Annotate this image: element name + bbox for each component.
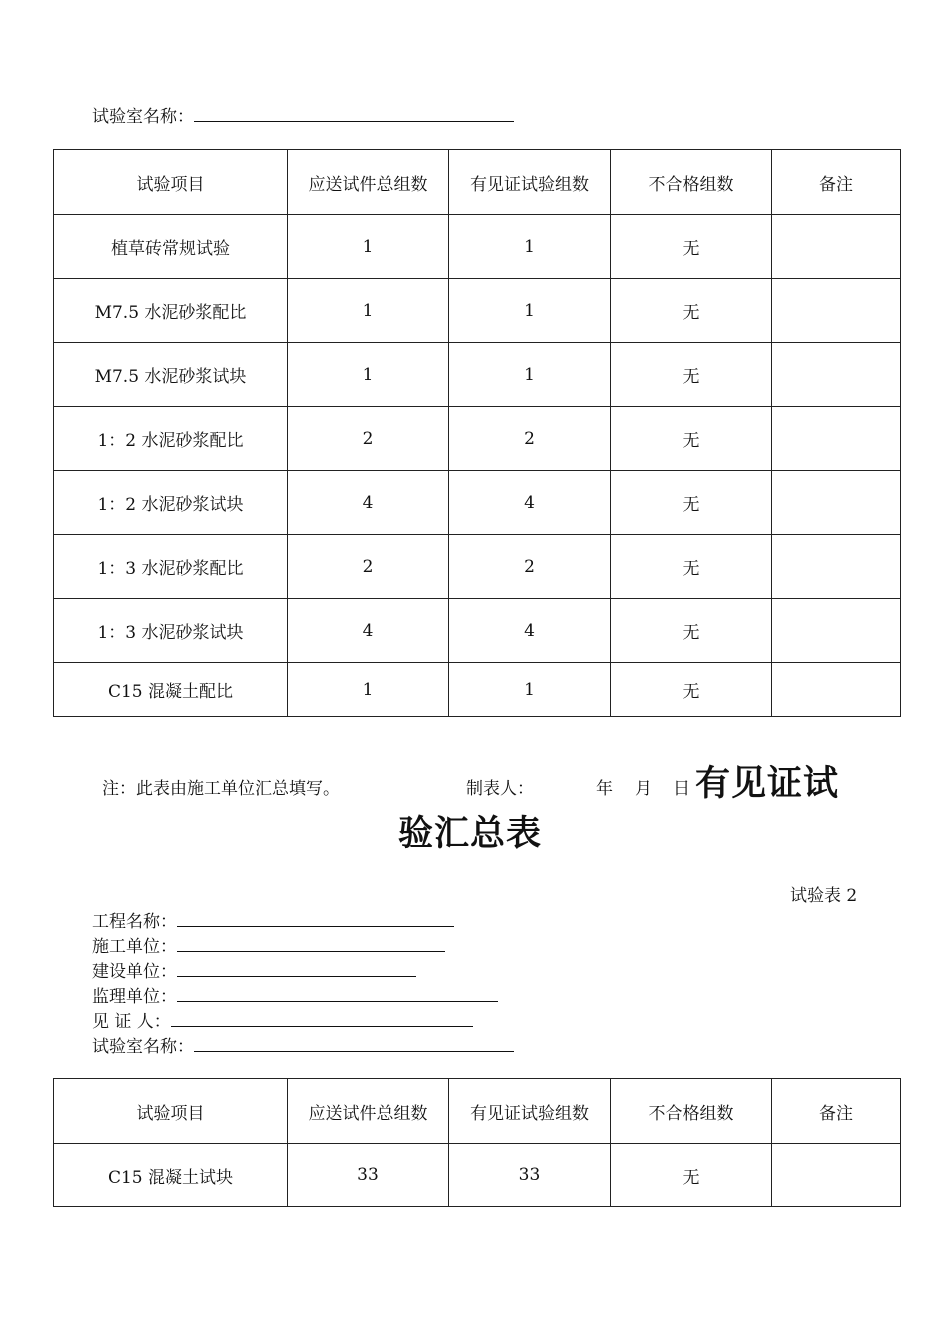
remark-cell bbox=[772, 535, 901, 599]
fail-count-cell: 无 bbox=[611, 1144, 772, 1207]
header-cell: 有见证试验组数 bbox=[449, 1079, 611, 1144]
project-name-blank[interactable] bbox=[177, 908, 454, 927]
construction-unit-label: 施工单位： bbox=[92, 937, 177, 957]
lab-name-label: 试验室名称： bbox=[92, 107, 194, 127]
table-header-row bbox=[54, 150, 901, 215]
header-cell: 不合格组数 bbox=[611, 1079, 772, 1144]
project-name-field bbox=[92, 907, 454, 932]
lab-name-label-2: 试验室名称： bbox=[92, 1037, 194, 1057]
lab-name-field-2 bbox=[92, 1032, 514, 1057]
remark-cell bbox=[772, 599, 901, 663]
header-cell: 备注 bbox=[772, 150, 901, 215]
item-cell: 1：2 水泥砂浆配比 bbox=[54, 407, 288, 471]
remark-cell bbox=[772, 343, 901, 407]
header-cell: 不合格组数 bbox=[611, 150, 772, 215]
sent-count-cell: 2 bbox=[288, 407, 449, 471]
table-row bbox=[54, 279, 901, 343]
item-cell: 1：3 水泥砂浆配比 bbox=[54, 535, 288, 599]
sent-count-cell: 1 bbox=[288, 215, 449, 279]
page-title-part1: 有见证试 bbox=[695, 764, 840, 804]
witness-field bbox=[92, 1007, 473, 1032]
sent-count-cell: 1 bbox=[288, 663, 449, 717]
item-cell: M7.5 水泥砂浆试块 bbox=[54, 343, 288, 407]
construction-unit-blank[interactable] bbox=[177, 933, 445, 952]
fail-count-cell: 无 bbox=[611, 407, 772, 471]
fail-count-cell: 无 bbox=[611, 535, 772, 599]
header-cell: 试验项目 bbox=[54, 1079, 288, 1144]
header-cell: 应送试件总组数 bbox=[288, 150, 449, 215]
header-cell: 应送试件总组数 bbox=[288, 1079, 449, 1144]
project-name-label: 工程名称： bbox=[92, 912, 177, 932]
remark-cell bbox=[772, 279, 901, 343]
form-number: 试验表 2 bbox=[790, 886, 858, 906]
header-cell: 有见证试验组数 bbox=[449, 150, 611, 215]
sent-count-cell: 4 bbox=[288, 471, 449, 535]
date-month-label: 月 bbox=[635, 779, 652, 799]
supervisor-unit-blank[interactable] bbox=[177, 983, 498, 1002]
fail-count-cell: 无 bbox=[611, 663, 772, 717]
table-row bbox=[54, 471, 901, 535]
witness-count-cell: 2 bbox=[449, 407, 611, 471]
witness-count-cell: 4 bbox=[449, 599, 611, 663]
summary-table-2 bbox=[53, 1078, 901, 1207]
date-day-label: 日 bbox=[673, 779, 690, 799]
witness-count-cell: 1 bbox=[449, 343, 611, 407]
witness-count-cell: 2 bbox=[449, 535, 611, 599]
header-cell: 试验项目 bbox=[54, 150, 288, 215]
date-year-label: 年 bbox=[596, 779, 613, 799]
table-row bbox=[54, 343, 901, 407]
sent-count-cell: 2 bbox=[288, 535, 449, 599]
remark-cell bbox=[772, 471, 901, 535]
sent-count-cell: 1 bbox=[288, 279, 449, 343]
sent-count-cell: 1 bbox=[288, 343, 449, 407]
supervisor-unit-field bbox=[92, 982, 498, 1007]
witness-blank[interactable] bbox=[171, 1008, 473, 1027]
header-cell: 备注 bbox=[772, 1079, 901, 1144]
fail-count-cell: 无 bbox=[611, 215, 772, 279]
table-row bbox=[54, 599, 901, 663]
item-cell: M7.5 水泥砂浆配比 bbox=[54, 279, 288, 343]
table-maker-label: 制表人： bbox=[466, 779, 534, 799]
item-cell: 1：2 水泥砂浆试块 bbox=[54, 471, 288, 535]
fail-count-cell: 无 bbox=[611, 279, 772, 343]
witness-label: 见 证 人： bbox=[92, 1012, 171, 1032]
sent-count-cell: 33 bbox=[288, 1144, 449, 1207]
lab-name-field bbox=[92, 102, 514, 127]
fail-count-cell: 无 bbox=[611, 343, 772, 407]
table-row bbox=[54, 215, 901, 279]
witness-count-cell: 1 bbox=[449, 279, 611, 343]
item-cell: C15 混凝土试块 bbox=[54, 1144, 288, 1207]
witness-count-cell: 1 bbox=[449, 215, 611, 279]
footer-note: 注：此表由施工单位汇总填写。 bbox=[102, 779, 340, 799]
table-row bbox=[54, 407, 901, 471]
page-title-part2: 验汇总表 bbox=[398, 814, 543, 854]
builder-unit-blank[interactable] bbox=[177, 958, 416, 977]
item-cell: C15 混凝土配比 bbox=[54, 663, 288, 717]
lab-name-blank[interactable] bbox=[194, 103, 514, 122]
remark-cell bbox=[772, 407, 901, 471]
summary-table-1 bbox=[53, 149, 901, 717]
fail-count-cell: 无 bbox=[611, 599, 772, 663]
sent-count-cell: 4 bbox=[288, 599, 449, 663]
table-row bbox=[54, 1144, 901, 1207]
builder-unit-field bbox=[92, 957, 416, 982]
table-header-row bbox=[54, 1079, 901, 1144]
witness-count-cell: 4 bbox=[449, 471, 611, 535]
supervisor-unit-label: 监理单位： bbox=[92, 987, 177, 1007]
remark-cell bbox=[772, 215, 901, 279]
witness-count-cell: 1 bbox=[449, 663, 611, 717]
lab-name-blank-2[interactable] bbox=[194, 1033, 514, 1052]
witness-count-cell: 33 bbox=[449, 1144, 611, 1207]
item-cell: 植草砖常规试验 bbox=[54, 215, 288, 279]
table-row bbox=[54, 535, 901, 599]
construction-unit-field bbox=[92, 932, 445, 957]
table-row bbox=[54, 663, 901, 717]
remark-cell bbox=[772, 1144, 901, 1207]
fail-count-cell: 无 bbox=[611, 471, 772, 535]
builder-unit-label: 建设单位： bbox=[92, 962, 177, 982]
remark-cell bbox=[772, 663, 901, 717]
item-cell: 1：3 水泥砂浆试块 bbox=[54, 599, 288, 663]
